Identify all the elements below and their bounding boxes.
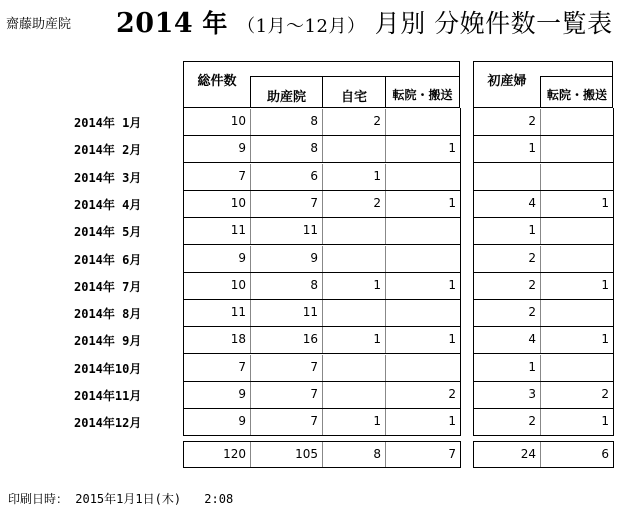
totals-row-border [183, 467, 461, 468]
col-primipara-header: 初産婦 [487, 74, 527, 89]
table-row-border [183, 244, 461, 245]
table-row-border [460, 299, 461, 326]
table-row-divider [385, 300, 386, 326]
cell-midwifery: 11 [302, 305, 318, 319]
cell-midwifery: 7 [310, 414, 318, 428]
table-row-border [613, 299, 614, 326]
cell-transfer: 1 [448, 141, 456, 155]
cell-total: 9 [238, 141, 246, 155]
cell-midwifery: 8 [310, 141, 318, 155]
table-row-border [460, 190, 461, 217]
row-label: 2014年 3月 [74, 171, 142, 185]
cell-primi_transfer: 1 [601, 332, 609, 346]
table-row-border [473, 217, 614, 218]
totals-row-border [473, 467, 614, 468]
table-row-border [613, 217, 614, 244]
cell-primi: 4 [528, 332, 536, 346]
table-row-divider [322, 382, 323, 408]
cell-home: 2 [373, 196, 381, 210]
table-row-border [473, 353, 614, 354]
table-row-border [460, 135, 461, 162]
cell-home: 1 [373, 278, 381, 292]
table-row-border [613, 190, 614, 217]
cell-primi: 1 [528, 223, 536, 237]
table-row-border [613, 272, 614, 299]
row-label: 2014年12月 [74, 416, 142, 430]
table-row-border [613, 326, 614, 353]
totals-row-border [460, 441, 461, 467]
cell-total: 7 [238, 360, 246, 374]
clinic-name: 齋藤助産院 [6, 17, 72, 32]
table-row-border [613, 408, 614, 435]
page-title [116, 4, 613, 40]
cell-midwifery: 16 [302, 332, 318, 346]
table-row-border [473, 163, 474, 190]
cell-primi: 1 [528, 360, 536, 374]
totals-row-border [613, 441, 614, 467]
cell-home: 2 [373, 114, 381, 128]
table-row-divider [385, 246, 386, 272]
table-row-divider [385, 355, 386, 381]
cell-transfer: 7 [448, 447, 456, 461]
col-home-header: 自宅 [340, 90, 367, 105]
cell-primi: 4 [528, 196, 536, 210]
title-year: 2014 [116, 8, 194, 39]
table-row-border [473, 135, 614, 136]
cell-transfer: 1 [448, 278, 456, 292]
table-row-border [460, 381, 461, 408]
cell-primi: 24 [520, 447, 536, 461]
cell-primi_transfer: 1 [601, 196, 609, 210]
table-row-border [460, 408, 461, 435]
row-label: 2014年 5月 [74, 225, 142, 239]
table-row-border [183, 353, 461, 354]
cell-home: 8 [373, 447, 381, 461]
cell-total: 18 [230, 332, 246, 346]
cell-midwifery: 7 [310, 387, 318, 401]
table-row-border [473, 326, 614, 327]
table-row-border [183, 162, 461, 163]
table-row-border [473, 272, 614, 273]
cell-home: 1 [373, 332, 381, 346]
cell-total: 10 [230, 114, 246, 128]
col-midwifery-header: 助産院 [266, 90, 306, 105]
cell-transfer: 2 [448, 387, 456, 401]
row-label: 2014年11月 [74, 389, 142, 403]
cell-total: 10 [230, 196, 246, 210]
table-row-border [473, 162, 614, 163]
row-label: 2014年 2月 [74, 143, 142, 157]
cell-total: 9 [238, 414, 246, 428]
table-row-border [183, 435, 461, 436]
table-row-divider [322, 136, 323, 162]
totals-row-border [473, 441, 614, 442]
cell-total: 11 [230, 223, 246, 237]
print-time: 2:08 [204, 492, 234, 506]
table-row-divider [385, 218, 386, 244]
title-main: 月別 分娩件数一覧表 [374, 9, 613, 38]
cell-midwifery: 9 [310, 251, 318, 265]
cell-primi: 3 [528, 387, 536, 401]
cell-midwifery: 7 [310, 196, 318, 210]
cell-transfer: 1 [448, 414, 456, 428]
table-row-divider [322, 355, 323, 381]
cell-primi: 2 [528, 251, 536, 265]
table-row-border [460, 272, 461, 299]
row-label: 2014年 8月 [74, 307, 142, 321]
title-range: （1月〜12月） [237, 16, 366, 37]
table-row-border [473, 244, 614, 245]
cell-total: 120 [223, 447, 246, 461]
table-row-border [460, 326, 461, 353]
table-row-divider [540, 164, 541, 190]
col-primipara-transfer-header: 転院・搬送 [546, 88, 607, 102]
table-row-divider [540, 136, 541, 162]
table-row-divider [540, 109, 541, 135]
cell-primi_transfer: 2 [601, 387, 609, 401]
table-row-border [473, 190, 614, 191]
table-row-divider [322, 300, 323, 326]
table-row-divider [322, 246, 323, 272]
cell-total: 9 [238, 387, 246, 401]
table-row-border [473, 299, 614, 300]
print-label: 印刷日時： [8, 492, 69, 506]
row-label: 2014年 7月 [74, 280, 142, 294]
table-row-border [460, 163, 461, 190]
cell-primi: 2 [528, 414, 536, 428]
table-row-border [613, 245, 614, 272]
table-row-border [460, 217, 461, 244]
cell-transfer: 1 [448, 196, 456, 210]
cell-total: 11 [230, 305, 246, 319]
table-row-border [473, 408, 614, 409]
cell-midwifery: 7 [310, 360, 318, 374]
row-label: 2014年 1月 [74, 116, 142, 130]
print-timestamp [8, 490, 233, 507]
cell-primi: 2 [528, 278, 536, 292]
cell-primi_transfer: 6 [601, 447, 609, 461]
row-label: 2014年 9月 [74, 334, 142, 348]
cell-primi: 2 [528, 114, 536, 128]
cell-midwifery: 8 [310, 278, 318, 292]
table-row-border [473, 381, 614, 382]
row-label: 2014年 4月 [74, 198, 142, 212]
table-row-divider [540, 218, 541, 244]
cell-midwifery: 6 [310, 169, 318, 183]
table-row-divider [540, 246, 541, 272]
table-row-border [613, 354, 614, 381]
title-year-suffix: 年 [202, 9, 228, 38]
cell-midwifery: 8 [310, 114, 318, 128]
cell-home: 1 [373, 169, 381, 183]
table-row-divider [385, 109, 386, 135]
col-total-header: 総件数 [197, 74, 237, 89]
cell-midwifery: 105 [295, 447, 318, 461]
cell-total: 10 [230, 278, 246, 292]
cell-total: 9 [238, 251, 246, 265]
col-transfer-header: 転院・搬送 [392, 88, 453, 102]
table-row-divider [385, 164, 386, 190]
cell-primi_transfer: 1 [601, 278, 609, 292]
table-row-divider [540, 300, 541, 326]
row-label: 2014年10月 [74, 362, 142, 376]
table-row-border [613, 135, 614, 162]
cell-transfer: 1 [448, 332, 456, 346]
cell-primi: 1 [528, 141, 536, 155]
cell-primi_transfer: 1 [601, 414, 609, 428]
cell-home: 1 [373, 414, 381, 428]
table-row-border [613, 381, 614, 408]
print-date: 2015年1月1日(木) [75, 492, 182, 506]
table-row-border [460, 108, 461, 135]
table-row-border [460, 354, 461, 381]
table-row-border [460, 245, 461, 272]
table-row-divider [322, 218, 323, 244]
cell-total: 7 [238, 169, 246, 183]
table-row-border [613, 163, 614, 190]
table-row-border [473, 435, 614, 436]
table-row-border [613, 108, 614, 135]
cell-midwifery: 11 [302, 223, 318, 237]
cell-primi: 2 [528, 305, 536, 319]
row-label: 2014年 6月 [74, 253, 142, 267]
table-row-divider [540, 355, 541, 381]
